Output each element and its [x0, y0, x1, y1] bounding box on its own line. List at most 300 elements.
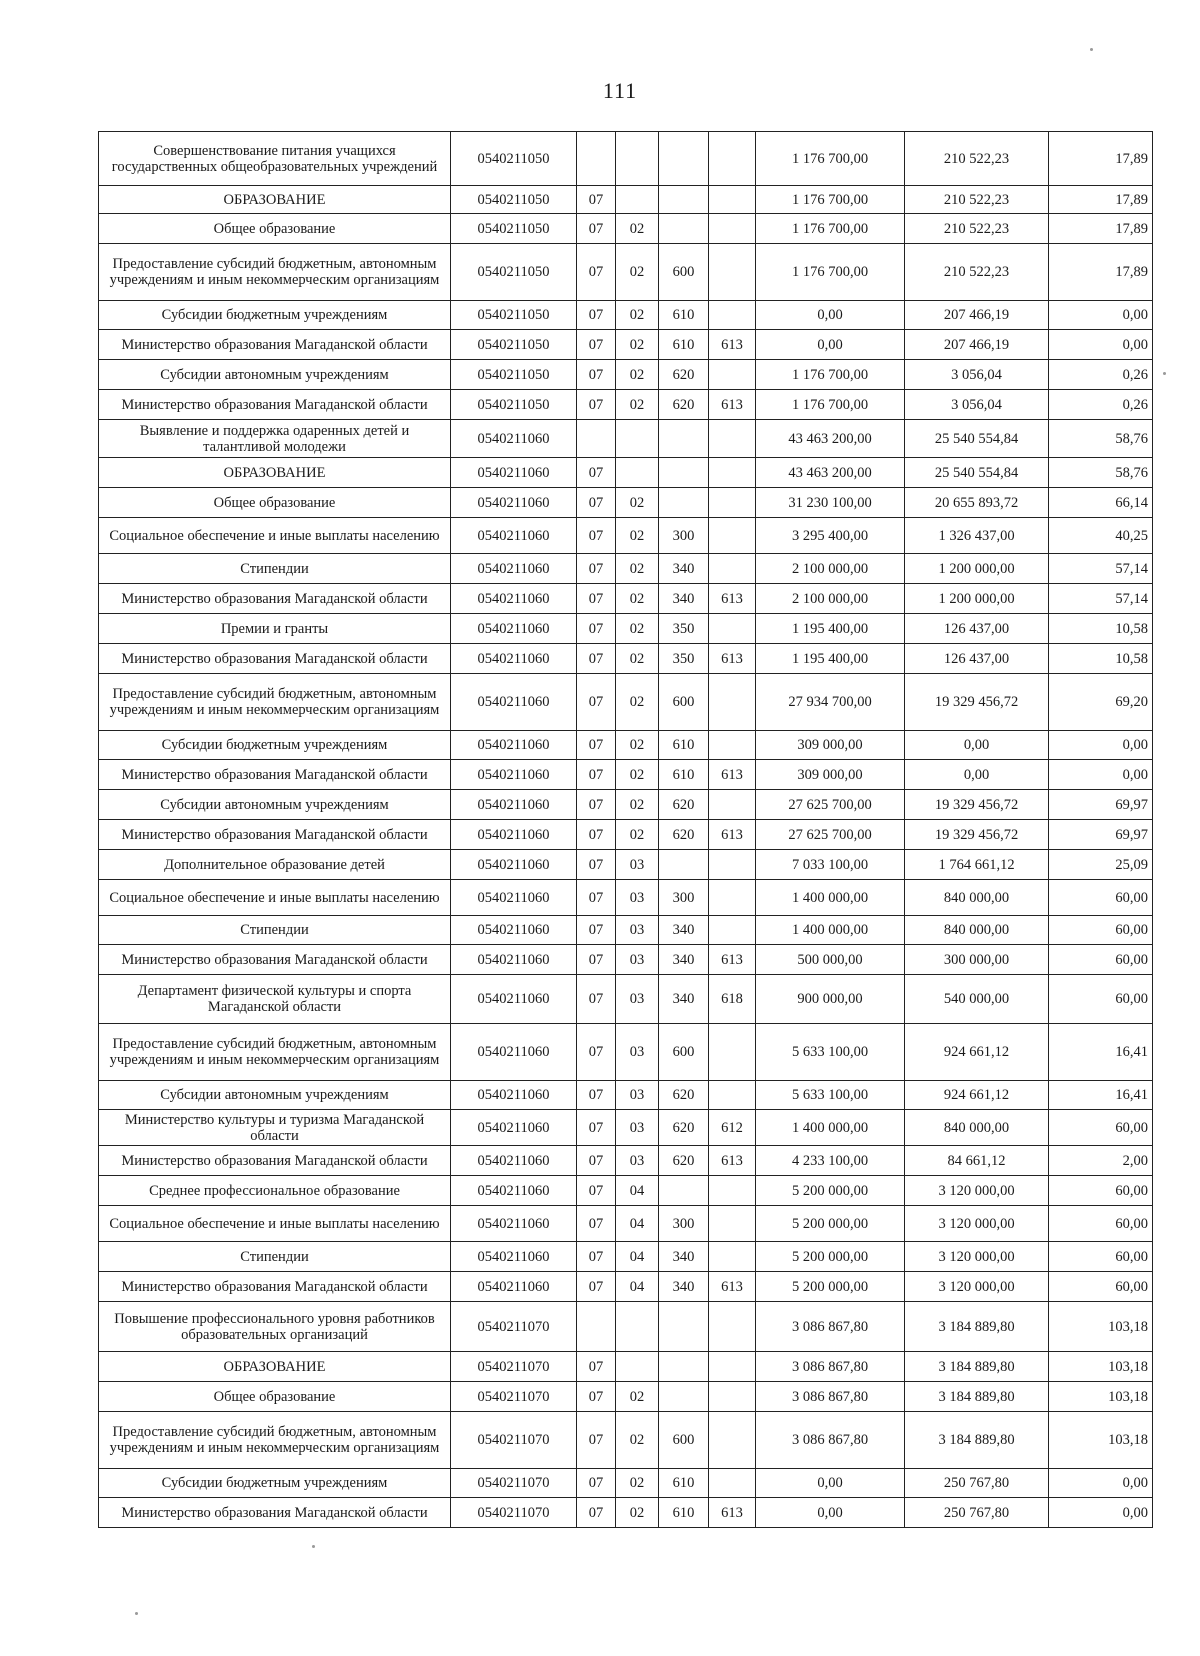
row-name: Министерство образования Магаданской области: [99, 1498, 451, 1528]
table-row: [99, 390, 1153, 420]
row-execution-percent: 69,20: [1049, 674, 1153, 731]
row-target-code: 0540211060: [451, 1146, 577, 1176]
row-planned-amount: 5 200 000,00: [756, 1206, 905, 1242]
row-executed-amount: 1 200 000,00: [905, 584, 1049, 614]
row-target-code: 0540211060: [451, 975, 577, 1024]
row-target-code: 0540211060: [451, 760, 577, 790]
table-row: [99, 360, 1153, 390]
row-admin-code: 613: [709, 330, 756, 360]
row-execution-percent: 60,00: [1049, 1176, 1153, 1206]
row-admin-code: [709, 1024, 756, 1081]
row-admin-code: [709, 790, 756, 820]
row-expense-type-code: [659, 1176, 709, 1206]
row-name: Совершенствование питания учащихся государственных общеобразовательных учреждений: [99, 132, 451, 186]
row-name: Социальное обеспечение и иные выплаты населению: [99, 880, 451, 916]
row-executed-amount: 210 522,23: [905, 132, 1049, 186]
row-name: Общее образование: [99, 488, 451, 518]
row-subsection-code: 02: [616, 360, 659, 390]
row-planned-amount: 27 934 700,00: [756, 674, 905, 731]
row-subsection-code: 02: [616, 390, 659, 420]
row-subsection-code: 02: [616, 244, 659, 301]
row-executed-amount: 3 120 000,00: [905, 1272, 1049, 1302]
row-section-code: 07: [577, 880, 616, 916]
row-target-code: 0540211050: [451, 244, 577, 301]
row-name: Департамент физической культуры и спорта Магаданской области: [99, 975, 451, 1024]
row-name: Министерство образования Магаданской области: [99, 644, 451, 674]
row-executed-amount: 0,00: [905, 760, 1049, 790]
table-row: [99, 1146, 1153, 1176]
row-expense-type-code: 620: [659, 360, 709, 390]
row-target-code: 0540211060: [451, 644, 577, 674]
table-row: [99, 760, 1153, 790]
row-admin-code: [709, 360, 756, 390]
row-planned-amount: 1 400 000,00: [756, 916, 905, 945]
table-row: [99, 458, 1153, 488]
table-row: [99, 186, 1153, 214]
row-admin-code: [709, 132, 756, 186]
row-planned-amount: 5 200 000,00: [756, 1272, 905, 1302]
row-executed-amount: 20 655 893,72: [905, 488, 1049, 518]
row-expense-type-code: 340: [659, 975, 709, 1024]
row-planned-amount: 3 086 867,80: [756, 1412, 905, 1469]
row-name: Стипендии: [99, 1242, 451, 1272]
row-expense-type-code: [659, 132, 709, 186]
row-target-code: 0540211060: [451, 554, 577, 584]
row-name: Премии и гранты: [99, 614, 451, 644]
table-row: [99, 1206, 1153, 1242]
row-name: Министерство образования Магаданской области: [99, 584, 451, 614]
row-subsection-code: 02: [616, 584, 659, 614]
row-admin-code: [709, 214, 756, 244]
row-executed-amount: 840 000,00: [905, 880, 1049, 916]
table-row: [99, 614, 1153, 644]
row-expense-type-code: [659, 488, 709, 518]
table-row: [99, 1412, 1153, 1469]
row-name: Министерство образования Магаданской области: [99, 760, 451, 790]
row-target-code: 0540211060: [451, 731, 577, 760]
row-target-code: 0540211060: [451, 1024, 577, 1081]
row-executed-amount: 3 120 000,00: [905, 1176, 1049, 1206]
row-planned-amount: 1 176 700,00: [756, 132, 905, 186]
row-name: Повышение профессионального уровня работников образовательных организаций: [99, 1302, 451, 1352]
row-section-code: [577, 132, 616, 186]
row-planned-amount: 2 100 000,00: [756, 584, 905, 614]
row-planned-amount: 4 233 100,00: [756, 1146, 905, 1176]
row-subsection-code: 03: [616, 975, 659, 1024]
row-admin-code: 618: [709, 975, 756, 1024]
row-admin-code: 613: [709, 820, 756, 850]
row-section-code: 07: [577, 330, 616, 360]
row-planned-amount: 0,00: [756, 1498, 905, 1528]
row-admin-code: [709, 674, 756, 731]
row-section-code: 07: [577, 518, 616, 554]
row-subsection-code: 02: [616, 301, 659, 330]
row-target-code: 0540211050: [451, 214, 577, 244]
row-expense-type-code: 610: [659, 1469, 709, 1498]
row-subsection-code: 03: [616, 916, 659, 945]
table-row: [99, 1024, 1153, 1081]
row-target-code: 0540211050: [451, 301, 577, 330]
row-executed-amount: 540 000,00: [905, 975, 1049, 1024]
row-section-code: 07: [577, 1352, 616, 1382]
row-execution-percent: 0,00: [1049, 760, 1153, 790]
row-admin-code: [709, 1242, 756, 1272]
row-planned-amount: 27 625 700,00: [756, 790, 905, 820]
row-section-code: 07: [577, 731, 616, 760]
row-subsection-code: 03: [616, 880, 659, 916]
row-execution-percent: 17,89: [1049, 132, 1153, 186]
row-planned-amount: 5 200 000,00: [756, 1176, 905, 1206]
row-execution-percent: 60,00: [1049, 1272, 1153, 1302]
row-target-code: 0540211060: [451, 1081, 577, 1110]
row-section-code: [577, 1302, 616, 1352]
row-executed-amount: 210 522,23: [905, 186, 1049, 214]
row-planned-amount: 3 086 867,80: [756, 1302, 905, 1352]
row-planned-amount: 2 100 000,00: [756, 554, 905, 584]
row-execution-percent: 0,00: [1049, 330, 1153, 360]
row-expense-type-code: 340: [659, 945, 709, 975]
row-execution-percent: 0,26: [1049, 360, 1153, 390]
row-section-code: 07: [577, 584, 616, 614]
row-admin-code: [709, 1412, 756, 1469]
scan-speck: [1163, 372, 1166, 375]
table-row: [99, 1382, 1153, 1412]
row-subsection-code: 02: [616, 760, 659, 790]
row-execution-percent: 57,14: [1049, 584, 1153, 614]
row-admin-code: [709, 1382, 756, 1412]
row-execution-percent: 40,25: [1049, 518, 1153, 554]
row-target-code: 0540211050: [451, 390, 577, 420]
row-executed-amount: 250 767,80: [905, 1469, 1049, 1498]
row-planned-amount: 1 176 700,00: [756, 360, 905, 390]
row-execution-percent: 69,97: [1049, 820, 1153, 850]
row-name: Министерство образования Магаданской области: [99, 945, 451, 975]
row-execution-percent: 10,58: [1049, 614, 1153, 644]
table-row: [99, 731, 1153, 760]
row-execution-percent: 2,00: [1049, 1146, 1153, 1176]
row-name: Субсидии автономным учреждениям: [99, 790, 451, 820]
row-planned-amount: 1 176 700,00: [756, 186, 905, 214]
row-target-code: 0540211060: [451, 420, 577, 458]
row-planned-amount: 500 000,00: [756, 945, 905, 975]
row-subsection-code: 03: [616, 1146, 659, 1176]
row-subsection-code: [616, 420, 659, 458]
row-subsection-code: 04: [616, 1242, 659, 1272]
table-row: [99, 132, 1153, 186]
row-expense-type-code: 300: [659, 1206, 709, 1242]
row-name: ОБРАЗОВАНИЕ: [99, 186, 451, 214]
row-subsection-code: 02: [616, 1469, 659, 1498]
row-section-code: 07: [577, 916, 616, 945]
row-admin-code: [709, 1176, 756, 1206]
row-target-code: 0540211070: [451, 1302, 577, 1352]
row-executed-amount: 1 326 437,00: [905, 518, 1049, 554]
row-expense-type-code: 300: [659, 880, 709, 916]
row-executed-amount: 1 764 661,12: [905, 850, 1049, 880]
scan-speck: [312, 1545, 315, 1548]
row-executed-amount: 84 661,12: [905, 1146, 1049, 1176]
row-expense-type-code: 600: [659, 1412, 709, 1469]
row-execution-percent: 16,41: [1049, 1024, 1153, 1081]
row-planned-amount: 3 086 867,80: [756, 1352, 905, 1382]
row-target-code: 0540211060: [451, 674, 577, 731]
row-name: Министерство образования Магаданской области: [99, 820, 451, 850]
row-target-code: 0540211060: [451, 820, 577, 850]
row-executed-amount: 19 329 456,72: [905, 790, 1049, 820]
row-execution-percent: 17,89: [1049, 244, 1153, 301]
row-admin-code: 613: [709, 1272, 756, 1302]
row-target-code: 0540211050: [451, 330, 577, 360]
row-executed-amount: 210 522,23: [905, 244, 1049, 301]
row-executed-amount: 3 120 000,00: [905, 1242, 1049, 1272]
row-planned-amount: 7 033 100,00: [756, 850, 905, 880]
row-section-code: 07: [577, 1024, 616, 1081]
row-execution-percent: 69,97: [1049, 790, 1153, 820]
row-executed-amount: 25 540 554,84: [905, 420, 1049, 458]
row-expense-type-code: 350: [659, 644, 709, 674]
row-expense-type-code: 610: [659, 760, 709, 790]
row-admin-code: 613: [709, 390, 756, 420]
row-section-code: 07: [577, 790, 616, 820]
row-execution-percent: 60,00: [1049, 945, 1153, 975]
row-executed-amount: 840 000,00: [905, 916, 1049, 945]
row-section-code: 07: [577, 1242, 616, 1272]
row-target-code: 0540211050: [451, 186, 577, 214]
row-admin-code: [709, 1469, 756, 1498]
row-expense-type-code: [659, 1382, 709, 1412]
row-name: Субсидии бюджетным учреждениям: [99, 731, 451, 760]
row-expense-type-code: 620: [659, 390, 709, 420]
row-expense-type-code: 600: [659, 674, 709, 731]
row-subsection-code: 04: [616, 1176, 659, 1206]
row-section-code: 07: [577, 1206, 616, 1242]
row-section-code: 07: [577, 1382, 616, 1412]
table-row: [99, 674, 1153, 731]
row-expense-type-code: [659, 1302, 709, 1352]
row-name: Социальное обеспечение и иные выплаты населению: [99, 1206, 451, 1242]
row-name: Социальное обеспечение и иные выплаты населению: [99, 518, 451, 554]
row-executed-amount: 300 000,00: [905, 945, 1049, 975]
table-row: [99, 1469, 1153, 1498]
row-admin-code: 613: [709, 584, 756, 614]
row-executed-amount: 126 437,00: [905, 644, 1049, 674]
row-name: Министерство культуры и туризма Магаданской области: [99, 1110, 451, 1146]
row-name: Выявление и поддержка одаренных детей и талантливой молодежи: [99, 420, 451, 458]
table-row: [99, 1081, 1153, 1110]
row-admin-code: [709, 1352, 756, 1382]
row-target-code: 0540211060: [451, 790, 577, 820]
row-planned-amount: 1 176 700,00: [756, 390, 905, 420]
row-expense-type-code: [659, 186, 709, 214]
row-executed-amount: 210 522,23: [905, 214, 1049, 244]
row-name: Среднее профессиональное образование: [99, 1176, 451, 1206]
row-subsection-code: 02: [616, 644, 659, 674]
row-target-code: 0540211070: [451, 1352, 577, 1382]
row-name: Предоставление субсидий бюджетным, автономным учреждениям и иным некоммерческим организациям: [99, 244, 451, 301]
row-planned-amount: 27 625 700,00: [756, 820, 905, 850]
row-section-code: 07: [577, 301, 616, 330]
row-admin-code: [709, 554, 756, 584]
row-execution-percent: 57,14: [1049, 554, 1153, 584]
row-section-code: 07: [577, 214, 616, 244]
row-planned-amount: 5 200 000,00: [756, 1242, 905, 1272]
row-execution-percent: 0,00: [1049, 1469, 1153, 1498]
row-section-code: 07: [577, 554, 616, 584]
row-execution-percent: 60,00: [1049, 880, 1153, 916]
row-planned-amount: 1 176 700,00: [756, 244, 905, 301]
scan-speck: [1090, 48, 1093, 51]
row-target-code: 0540211070: [451, 1382, 577, 1412]
table-row: [99, 1302, 1153, 1352]
row-target-code: 0540211060: [451, 1242, 577, 1272]
row-expense-type-code: 610: [659, 330, 709, 360]
row-executed-amount: 3 184 889,80: [905, 1382, 1049, 1412]
row-subsection-code: 02: [616, 1412, 659, 1469]
row-admin-code: [709, 880, 756, 916]
row-name: Субсидии бюджетным учреждениям: [99, 301, 451, 330]
row-subsection-code: 03: [616, 1110, 659, 1146]
row-admin-code: 612: [709, 1110, 756, 1146]
row-execution-percent: 25,09: [1049, 850, 1153, 880]
row-section-code: 07: [577, 945, 616, 975]
row-execution-percent: 0,00: [1049, 301, 1153, 330]
budget-execution-table: [98, 131, 1153, 1528]
row-name: Предоставление субсидий бюджетным, автономным учреждениям и иным некоммерческим организациям: [99, 1024, 451, 1081]
row-target-code: 0540211060: [451, 945, 577, 975]
row-admin-code: [709, 614, 756, 644]
row-section-code: 07: [577, 820, 616, 850]
row-admin-code: [709, 731, 756, 760]
row-name: Предоставление субсидий бюджетным, автономным учреждениям и иным некоммерческим организациям: [99, 1412, 451, 1469]
row-executed-amount: 840 000,00: [905, 1110, 1049, 1146]
row-execution-percent: 60,00: [1049, 1110, 1153, 1146]
row-planned-amount: 1 176 700,00: [756, 214, 905, 244]
row-execution-percent: 17,89: [1049, 214, 1153, 244]
row-target-code: 0540211060: [451, 1272, 577, 1302]
row-subsection-code: 02: [616, 488, 659, 518]
row-section-code: 07: [577, 458, 616, 488]
row-name: Министерство образования Магаданской области: [99, 330, 451, 360]
row-planned-amount: 0,00: [756, 301, 905, 330]
row-execution-percent: 60,00: [1049, 1206, 1153, 1242]
row-executed-amount: 3 056,04: [905, 360, 1049, 390]
row-subsection-code: 02: [616, 674, 659, 731]
row-name: Министерство образования Магаданской области: [99, 1272, 451, 1302]
row-expense-type-code: [659, 1352, 709, 1382]
row-executed-amount: 207 466,19: [905, 330, 1049, 360]
row-subsection-code: [616, 458, 659, 488]
row-target-code: 0540211050: [451, 360, 577, 390]
row-name: ОБРАЗОВАНИЕ: [99, 1352, 451, 1382]
table-row: [99, 518, 1153, 554]
row-executed-amount: 250 767,80: [905, 1498, 1049, 1528]
row-subsection-code: 02: [616, 820, 659, 850]
row-admin-code: [709, 244, 756, 301]
row-execution-percent: 103,18: [1049, 1412, 1153, 1469]
row-subsection-code: 04: [616, 1206, 659, 1242]
row-planned-amount: 5 633 100,00: [756, 1081, 905, 1110]
row-expense-type-code: [659, 214, 709, 244]
row-execution-percent: 16,41: [1049, 1081, 1153, 1110]
table-row: [99, 1352, 1153, 1382]
row-expense-type-code: 340: [659, 1272, 709, 1302]
row-executed-amount: 3 120 000,00: [905, 1206, 1049, 1242]
table-row: [99, 1176, 1153, 1206]
row-admin-code: [709, 186, 756, 214]
row-name: Дополнительное образование детей: [99, 850, 451, 880]
row-admin-code: [709, 458, 756, 488]
row-expense-type-code: 600: [659, 244, 709, 301]
row-subsection-code: 03: [616, 1081, 659, 1110]
row-execution-percent: 58,76: [1049, 420, 1153, 458]
row-admin-code: 613: [709, 644, 756, 674]
row-section-code: 07: [577, 360, 616, 390]
row-admin-code: [709, 518, 756, 554]
row-admin-code: [709, 488, 756, 518]
row-executed-amount: 19 329 456,72: [905, 820, 1049, 850]
row-planned-amount: 0,00: [756, 330, 905, 360]
row-admin-code: [709, 850, 756, 880]
row-target-code: 0540211060: [451, 1176, 577, 1206]
row-executed-amount: 1 200 000,00: [905, 554, 1049, 584]
row-target-code: 0540211060: [451, 1110, 577, 1146]
row-expense-type-code: 600: [659, 1024, 709, 1081]
row-section-code: 07: [577, 1412, 616, 1469]
row-target-code: 0540211060: [451, 614, 577, 644]
row-target-code: 0540211050: [451, 132, 577, 186]
row-admin-code: [709, 916, 756, 945]
row-subsection-code: 03: [616, 1024, 659, 1081]
row-admin-code: [709, 1206, 756, 1242]
row-section-code: 07: [577, 390, 616, 420]
row-expense-type-code: 610: [659, 731, 709, 760]
row-planned-amount: 0,00: [756, 1469, 905, 1498]
table-row: [99, 1110, 1153, 1146]
row-subsection-code: 02: [616, 554, 659, 584]
row-target-code: 0540211060: [451, 1206, 577, 1242]
row-section-code: 07: [577, 1081, 616, 1110]
row-admin-code: [709, 301, 756, 330]
row-executed-amount: 0,00: [905, 731, 1049, 760]
row-execution-percent: 66,14: [1049, 488, 1153, 518]
row-target-code: 0540211060: [451, 488, 577, 518]
row-execution-percent: 103,18: [1049, 1302, 1153, 1352]
row-subsection-code: [616, 1302, 659, 1352]
row-executed-amount: 25 540 554,84: [905, 458, 1049, 488]
row-execution-percent: 60,00: [1049, 975, 1153, 1024]
row-subsection-code: 02: [616, 790, 659, 820]
row-admin-code: 613: [709, 1498, 756, 1528]
row-section-code: 07: [577, 488, 616, 518]
row-section-code: 07: [577, 1469, 616, 1498]
row-section-code: 07: [577, 850, 616, 880]
table-row: [99, 554, 1153, 584]
row-execution-percent: 60,00: [1049, 1242, 1153, 1272]
row-planned-amount: 31 230 100,00: [756, 488, 905, 518]
row-subsection-code: 02: [616, 1382, 659, 1412]
row-name: Стипендии: [99, 916, 451, 945]
row-section-code: 07: [577, 614, 616, 644]
row-subsection-code: 02: [616, 214, 659, 244]
row-execution-percent: 58,76: [1049, 458, 1153, 488]
row-section-code: 07: [577, 186, 616, 214]
row-expense-type-code: 340: [659, 1242, 709, 1272]
table-row: [99, 820, 1153, 850]
row-section-code: 07: [577, 1176, 616, 1206]
row-target-code: 0540211060: [451, 518, 577, 554]
row-expense-type-code: 610: [659, 1498, 709, 1528]
row-planned-amount: 43 463 200,00: [756, 420, 905, 458]
